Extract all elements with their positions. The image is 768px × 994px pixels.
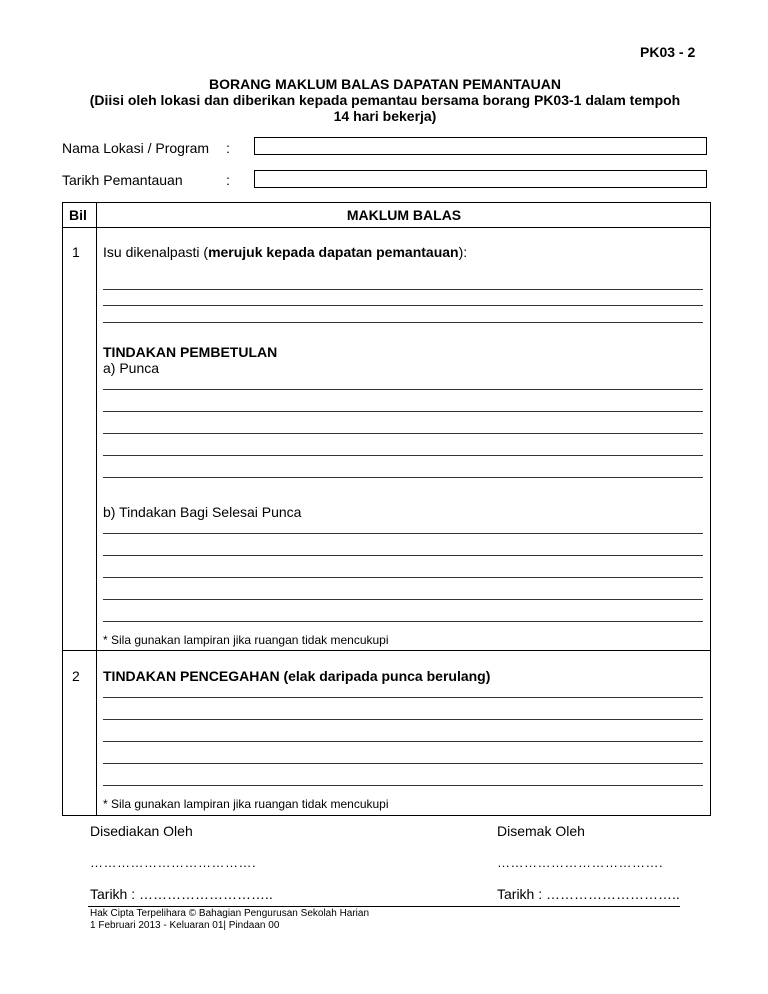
- column-header-feedback: MAKLUM BALAS: [346, 207, 462, 223]
- prepared-by-signature[interactable]: ……………………………….: [90, 855, 257, 870]
- action-line[interactable]: [103, 555, 703, 556]
- cause-line[interactable]: [103, 455, 703, 456]
- issue-line[interactable]: [103, 289, 703, 290]
- form-title: BORANG MAKLUM BALAS DAPATAN PEMANTAUAN: [208, 76, 562, 92]
- cause-label: a) Punca: [103, 360, 160, 376]
- action-line[interactable]: [103, 533, 703, 534]
- prepared-date[interactable]: Tarikh : ………………………..: [90, 886, 273, 902]
- feedback-table: [62, 202, 711, 816]
- form-subtitle-1: (Diisi oleh lokasi dan diberikan kepada pemantau bersama borang PK03-1 dalam tempoh: [89, 92, 681, 108]
- prevention-line[interactable]: [103, 785, 703, 786]
- header-divider: [63, 227, 710, 228]
- date-label: Tarikh Pemantauan: [62, 172, 183, 188]
- issue-label: [103, 244, 467, 260]
- footer-divider: [88, 906, 680, 907]
- issue-label-bold: merujuk kepada dapatan pemantauan: [208, 244, 459, 260]
- column-divider: [96, 203, 97, 815]
- row-number-2: 2: [72, 668, 80, 684]
- action-line[interactable]: [103, 599, 703, 600]
- prevention-heading: TINDAKAN PENCEGAHAN (elak daripada punca berulang): [103, 668, 491, 684]
- attachment-note-2: * Sila gunakan lampiran jika ruangan tidak mencukupi: [103, 797, 389, 811]
- prevention-line[interactable]: [103, 719, 703, 720]
- action-label: b) Tindakan Bagi Selesai Punca: [103, 504, 302, 520]
- footer-copyright: Hak Cipta Terpelihara © Bahagian Pengurusan Sekolah Harian: [90, 908, 370, 919]
- issue-label-suffix: ):: [458, 244, 468, 260]
- checked-by-label: Disemak Oleh: [497, 823, 585, 839]
- form-subtitle-2: 14 hari bekerja): [333, 108, 437, 124]
- checked-by-signature[interactable]: ……………………………….: [497, 855, 664, 870]
- date-input[interactable]: [254, 170, 707, 188]
- cause-line[interactable]: [103, 433, 703, 434]
- form-code: PK03 - 2: [640, 44, 696, 60]
- cause-line[interactable]: [103, 477, 703, 478]
- prevention-line[interactable]: [103, 763, 703, 764]
- column-header-bil: Bil: [69, 207, 87, 223]
- location-label: Nama Lokasi / Program: [62, 140, 210, 156]
- footer-issue: 1 Februari 2013 - Keluaran 01| Pindaan 00: [90, 920, 280, 931]
- action-line[interactable]: [103, 577, 703, 578]
- issue-label-prefix: Isu dikenalpasti (: [103, 244, 209, 260]
- row-number-1: 1: [72, 244, 80, 260]
- prevention-line[interactable]: [103, 697, 703, 698]
- attachment-note-1: * Sila gunakan lampiran jika ruangan tidak mencukupi: [103, 633, 389, 647]
- issue-line[interactable]: [103, 305, 703, 306]
- cause-line[interactable]: [103, 389, 703, 390]
- prevention-line[interactable]: [103, 741, 703, 742]
- form-title-block: [60, 76, 710, 124]
- action-line[interactable]: [103, 621, 703, 622]
- date-colon: :: [226, 172, 230, 188]
- row-divider: [63, 650, 710, 651]
- location-input[interactable]: [254, 137, 707, 155]
- checked-date[interactable]: Tarikh : ………………………..: [497, 886, 680, 902]
- issue-line[interactable]: [103, 322, 703, 323]
- corrective-heading: TINDAKAN PEMBETULAN: [103, 344, 278, 360]
- cause-line[interactable]: [103, 411, 703, 412]
- prepared-by-label: Disediakan Oleh: [90, 823, 193, 839]
- location-colon: :: [226, 140, 230, 156]
